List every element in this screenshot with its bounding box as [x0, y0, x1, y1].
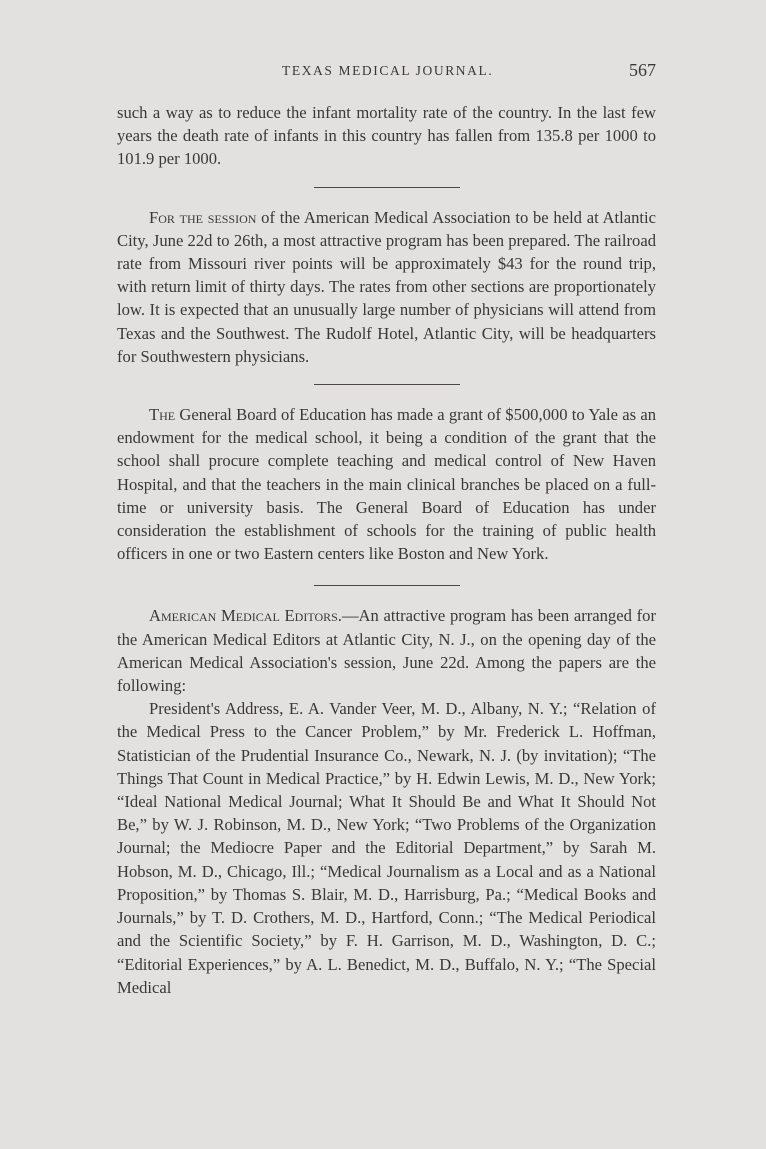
paragraph-text: of the American Medical Association to be held at Atlantic City, June 22d to 26th, a most attractive program has been prepared. The railroad rate from Missouri river points will be approximately $43 for the round trip, with return limit of thirty days. The rates from other sections are proportionately low. It is expected that an unusually large number of physicians will attend from Texas and the Southwest. The Rudolf Hotel, Atlantic City, will be headquarters for Southwestern physicians.: [117, 207, 656, 366]
paragraph-lead: For the session: [149, 207, 257, 227]
section-divider: [314, 585, 460, 586]
paragraph-text: President's Address, E. A. Vander Veer, M. D., Albany, N. Y.; “Relation of the Medical Press to the Cancer Problem,” by Mr. Frederick L. Hoffman, Statistician of the Prudential Insurance Co., Newark, N. J. (by invitation); “The Things That Count in Medical Practice,” by H. Edwin Lewis, M. D., New York; “Ideal National Medical Journal; What It Should Be and What It Should Not Be,” by W. J. Robinson, M. D., New York; “Two Problems of the Organization Journal; the Mediocre Paper and the Editorial Department,” by Sarah M. Hobson, M. D., Chicago, Ill.; “Medical Journalism as a Local and as a National Proposition,” by Thomas S. Blair, M. D., Harrisburg, Pa.; “Medical Books and Journals,” by T. D. Crothers, M. D., Hartford, Conn.; “The Medical Periodical and the Scientific Society,” by F. H. Garrison, M. D., Washington, D. C.; “Editorial Experiences,” by A. L. Benedict, M. D., Buffalo, N. Y.; “The Special Medical: [117, 699, 656, 997]
paragraph-ama-session: [117, 206, 656, 368]
article-body: [117, 101, 656, 999]
paragraph-medical-editors: [117, 604, 656, 697]
section-divider: [314, 384, 460, 385]
paragraph-text: such a way as to reduce the infant mortality rate of the country. In the last few years the death rate of infants in this country has fallen from 135.8 per 1000 to 101.9 per 1000.: [117, 103, 656, 169]
paragraph-lead: American Medical Editors.: [149, 606, 342, 626]
paragraph-papers-list: [117, 697, 656, 999]
section-divider: [314, 187, 460, 188]
page-header: [282, 60, 656, 84]
paragraph-infant-mortality: [117, 101, 656, 171]
paragraph-lead: The: [149, 405, 176, 425]
paragraph-general-board: [117, 403, 656, 565]
paragraph-text: —An attractive program has been arranged for the American Medical Editors at Atlantic City, N. J., on the opening day of the American Medical Association's session, June 22d. Among the papers are the following:: [117, 606, 656, 696]
page-number: 567: [629, 60, 656, 80]
running-title: TEXAS MEDICAL JOURNAL.: [282, 63, 494, 78]
paragraph-text: General Board of Education has made a grant of $500,000 to Yale as an endowment for the medical school, it being a condition of the grant that the school shall procure complete teaching and medical control of New Haven Hospital, and that the teachers in the main clinical branches be placed on a full-time or university basis. The General Board of Education has under consideration the establishment of schools for the training of public health officers in one or two Eastern centers like Boston and New York.: [117, 405, 656, 564]
